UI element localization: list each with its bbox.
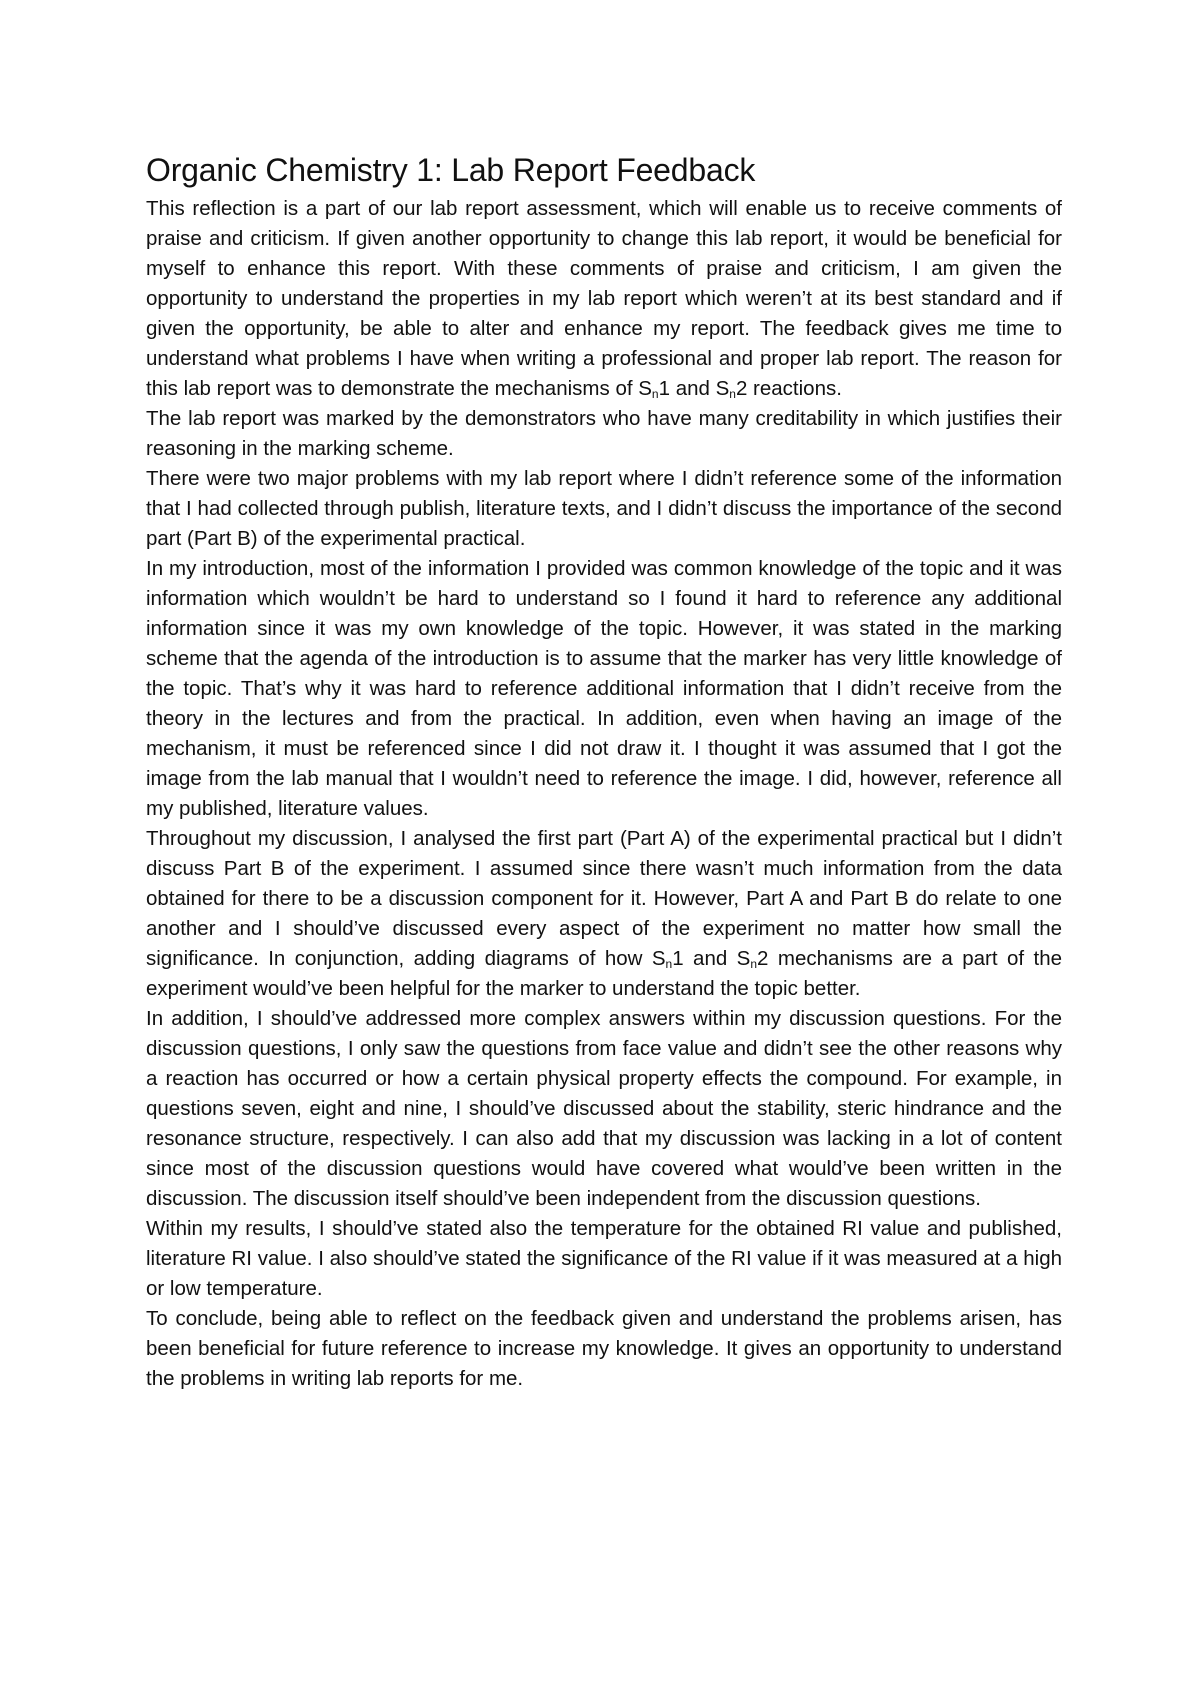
paragraph-conclusion: To conclude, being able to reflect on the feedback given and understand the problems arisen, has been beneficial for future reference to increase my knowledge. It gives an opportunity to understand the problems in writing lab reports for me. <box>146 1307 1062 1390</box>
subscript: n <box>729 387 736 401</box>
paragraph-problems: There were two major problems with my lab report where I didn’t reference some of the information that I had collected through publish, literature texts, and I didn’t discuss the importance of the second part (Part B) of the experimental practical. <box>146 467 1062 550</box>
paragraph-discussion-questions: In addition, I should’ve addressed more complex answers within my discussion questions. For the discussion questions, I only saw the questions from face value and didn’t see the other reasons why a reaction has occurred or how a certain physical property effects the compound. For example, in questions seven, eight and nine, I should’ve discussed about the stability, steric hindrance and the resonance structure, respectively. I can also add that my discussion was lacking in a lot of content since most of the discussion questions would have covered what would’ve been written in the discussion. The discussion itself should’ve been independent from the discussion questions. <box>146 1007 1062 1210</box>
paragraph-results: Within my results, I should’ve stated also the temperature for the obtained RI value and published, literature RI value. I also should’ve stated the significance of the RI value if it was measured at a high or low temperature. <box>146 1217 1062 1300</box>
subscript: n <box>750 957 758 971</box>
paragraph-text: 1 and S <box>672 947 751 970</box>
paragraph-text: 1 and S <box>658 377 730 400</box>
document-page <box>146 150 1062 1394</box>
paragraph-text: Throughout my discussion, I analysed the first part (Part A) of the experimental practical but I didn’t discuss Part B of the experiment. I assumed since there wasn’t much information from the data obtained for there to be a discussion component for it. However, Part A and Part B do relate to one another and I should’ve discussed every aspect of the experiment no matter how small the significance. In conjunction, adding diagrams of how S <box>146 827 1062 970</box>
paragraph-discussion <box>146 824 1062 1004</box>
paragraph-text: 2 mechanisms are a part of the experiment would’ve been helpful for the marker to understand the topic better. <box>146 947 1063 1000</box>
paragraph-text: 2 reactions. <box>735 377 842 400</box>
paragraph-marking: The lab report was marked by the demonstrators who have many creditability in which justifies their reasoning in the marking scheme. <box>146 407 1062 460</box>
paragraph-introduction: In my introduction, most of the information I provided was common knowledge of the topic and it was information which wouldn’t be hard to understand so I found it hard to reference any additional information since it was my own knowledge of the topic. However, it was stated in the marking scheme that the agenda of the introduction is to assume that the marker has very little knowledge of the topic. That’s why it was hard to reference additional information that I didn’t receive from the theory in the lectures and from the practical. In addition, even when having an image of the mechanism, it must be referenced since I did not draw it. I thought it was assumed that I got the image from the lab manual that I wouldn’t need to reference the image. I did, however, reference all my published, literature values. <box>146 557 1062 820</box>
subscript: n <box>665 957 673 971</box>
paragraph-text: This reflection is a part of our lab report assessment, which will enable us to receive comments of praise and criticism. If given another opportunity to change this lab report, it would be beneficial for myself to enhance this report. With these comments of praise and criticism, I am given the opportunity to understand the properties in my lab report which weren’t at its best standard and if given the opportunity, be able to alter and enhance my report. The feedback gives me time to understand what problems I have when writing a professional and proper lab report. The reason for this lab report was to demonstrate the mechanisms of S <box>146 197 1062 400</box>
paragraph-intro <box>146 194 1062 404</box>
subscript: n <box>651 387 659 401</box>
document-title: Organic Chemistry 1: Lab Report Feedback <box>146 152 756 188</box>
